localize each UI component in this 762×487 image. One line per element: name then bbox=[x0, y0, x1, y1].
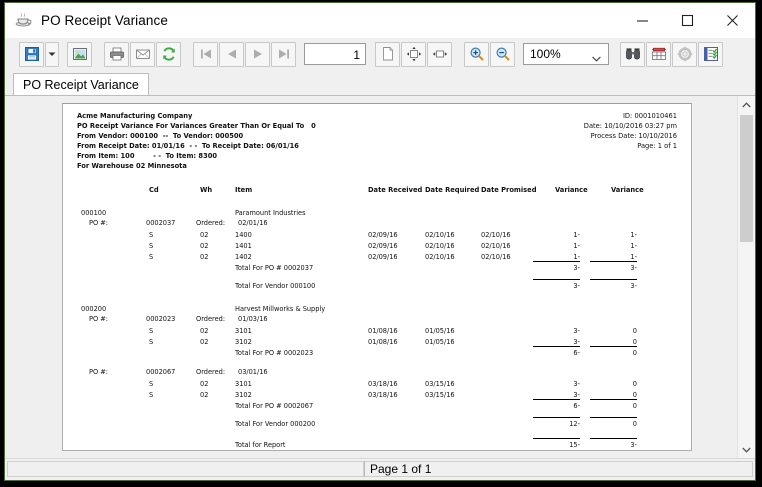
line-cd: S bbox=[149, 327, 154, 335]
line-cd: S bbox=[149, 391, 154, 399]
report-datetime: Date: 10/10/2016 03:27 pm bbox=[583, 122, 677, 130]
line-variance-2: 0 bbox=[632, 391, 637, 399]
window-controls bbox=[620, 3, 755, 37]
po-total-label: Total For PO # 0002023 bbox=[235, 349, 314, 357]
report-warehouse: For Warehouse 02 Minnesota bbox=[77, 162, 187, 170]
line-variance-2: 1- bbox=[630, 231, 637, 239]
line-date-required: 01/05/16 bbox=[425, 338, 455, 346]
close-button[interactable] bbox=[710, 3, 755, 37]
line-variance-1: 1- bbox=[573, 242, 580, 250]
email-button[interactable] bbox=[130, 42, 155, 67]
save-button[interactable] bbox=[19, 42, 44, 67]
line-wh: 02 bbox=[200, 380, 209, 388]
column-header-date-received: Date Received bbox=[368, 186, 423, 194]
po-total-label: Total For PO # 0002037 bbox=[235, 264, 314, 272]
vendor-total-label: Total For Vendor 000200 bbox=[235, 420, 316, 428]
column-header-item: Item bbox=[235, 186, 253, 194]
total-rule bbox=[533, 438, 580, 439]
ordered-label: Ordered: bbox=[196, 315, 226, 323]
line-date-required: 01/05/16 bbox=[425, 327, 455, 335]
line-date-received: 03/18/16 bbox=[368, 391, 398, 399]
column-header-cd: Cd bbox=[149, 186, 159, 194]
chevron-down-icon bbox=[592, 51, 601, 65]
line-variance-2: 1- bbox=[630, 253, 637, 261]
line-variance-1: 1- bbox=[573, 231, 580, 239]
total-rule bbox=[590, 261, 637, 262]
vendor-name: Paramount Industries bbox=[235, 209, 306, 217]
total-rule bbox=[590, 399, 637, 400]
po-number: 0002023 bbox=[146, 315, 176, 323]
maximize-button[interactable] bbox=[665, 3, 710, 37]
line-item: 3102 bbox=[235, 391, 252, 399]
report-id: ID: 0001010461 bbox=[622, 112, 677, 120]
ordered-date: 01/03/16 bbox=[238, 315, 268, 323]
line-date-required: 02/10/16 bbox=[425, 253, 455, 261]
report-total-label: Total for Report bbox=[235, 441, 286, 449]
line-date-received: 03/18/16 bbox=[368, 380, 398, 388]
po-number: 0002067 bbox=[146, 368, 176, 376]
line-date-required: 03/15/16 bbox=[425, 380, 455, 388]
line-cd: S bbox=[149, 338, 154, 346]
line-wh: 02 bbox=[200, 327, 209, 335]
vendor-total-variance-1: 12- bbox=[569, 420, 580, 428]
line-date-promised: 02/10/16 bbox=[481, 231, 511, 239]
report-viewer-canvas bbox=[5, 95, 755, 458]
previous-page-button[interactable] bbox=[219, 42, 244, 67]
print-button[interactable] bbox=[104, 42, 129, 67]
scroll-down-button[interactable] bbox=[738, 441, 755, 458]
report-vendor-range: From Vendor: 000100 -- To Vendor: 000500 bbox=[77, 132, 244, 140]
line-date-received: 02/09/16 bbox=[368, 231, 398, 239]
po-number: 0002037 bbox=[146, 219, 176, 227]
po-total-variance-1: 6- bbox=[573, 349, 580, 357]
line-item: 1402 bbox=[235, 253, 252, 261]
line-date-required: 02/10/16 bbox=[425, 231, 455, 239]
line-wh: 02 bbox=[200, 253, 209, 261]
line-variance-1: 1- bbox=[573, 253, 580, 261]
search-button[interactable] bbox=[620, 42, 645, 67]
status-page-indicator: Page 1 of 1 bbox=[364, 461, 753, 477]
line-date-received: 01/08/16 bbox=[368, 327, 398, 335]
line-variance-2: 0 bbox=[632, 327, 637, 335]
ordered-label: Ordered: bbox=[196, 219, 226, 227]
column-header-date-promised: Date Promised bbox=[481, 186, 537, 194]
scroll-up-button[interactable] bbox=[738, 96, 755, 113]
line-date-received: 01/08/16 bbox=[368, 338, 398, 346]
line-variance-2: 0 bbox=[632, 380, 637, 388]
report-process-date: Process Date: 10/10/2016 bbox=[590, 132, 677, 140]
report-item-range: From Item: 100 - - To Item: 8300 bbox=[77, 152, 218, 160]
ordered-date: 03/01/16 bbox=[238, 368, 268, 376]
save-dropdown-button[interactable] bbox=[45, 42, 59, 67]
vendor-name: Harvest Millworks & Supply bbox=[235, 305, 326, 313]
fit-page-button[interactable] bbox=[401, 42, 426, 67]
report-page-label: Page: 1 of 1 bbox=[637, 142, 677, 150]
last-page-button[interactable] bbox=[271, 42, 296, 67]
line-wh: 02 bbox=[200, 338, 209, 346]
ordered-date: 02/01/16 bbox=[238, 219, 268, 227]
line-variance-1: 3- bbox=[573, 380, 580, 388]
line-item: 3101 bbox=[235, 327, 252, 335]
report-content bbox=[63, 104, 691, 450]
total-rule bbox=[590, 279, 637, 280]
line-cd: S bbox=[149, 242, 154, 250]
po-label: PO #: bbox=[89, 368, 109, 376]
report-date-range: From Receipt Date: 01/01/16 - - To Receipt Date: 06/01/16 bbox=[77, 142, 299, 150]
status-left-panel bbox=[7, 461, 364, 477]
status-bar bbox=[5, 458, 755, 480]
zoom-in-button[interactable] bbox=[464, 42, 489, 67]
fit-width-button[interactable] bbox=[427, 42, 452, 67]
po-total-variance-1: 6- bbox=[573, 402, 580, 410]
po-total-variance-1: 3- bbox=[573, 264, 580, 272]
vendor-total-variance-2: 0 bbox=[632, 420, 637, 428]
window-title: PO Receipt Variance bbox=[41, 12, 168, 28]
po-total-variance-2: 3- bbox=[630, 264, 637, 272]
line-cd: S bbox=[149, 231, 154, 239]
zoom-level-value: 100% bbox=[530, 47, 561, 61]
zoom-out-button[interactable] bbox=[490, 42, 515, 67]
vendor-total-label: Total For Vendor 000100 bbox=[235, 282, 316, 290]
line-item: 1400 bbox=[235, 231, 252, 239]
table-width-button[interactable] bbox=[646, 42, 671, 67]
total-rule bbox=[533, 346, 580, 347]
tab-bar bbox=[5, 71, 755, 95]
line-cd: S bbox=[149, 253, 154, 261]
po-total-variance-2: 0 bbox=[632, 349, 637, 357]
report-subtitle: PO Receipt Variance For Variances Greater Than Or Equal To 0 bbox=[77, 122, 316, 130]
po-label: PO #: bbox=[89, 219, 109, 227]
line-date-promised: 02/10/16 bbox=[481, 253, 511, 261]
title-bar bbox=[5, 3, 755, 38]
line-cd: S bbox=[149, 380, 154, 388]
report-company-name: Acme Manufacturing Company bbox=[77, 112, 193, 120]
line-date-promised: 02/10/16 bbox=[481, 242, 511, 250]
line-date-required: 03/15/16 bbox=[425, 391, 455, 399]
column-header-date-required: Date Required bbox=[425, 186, 480, 194]
line-variance-1: 3- bbox=[573, 327, 580, 335]
line-item: 1401 bbox=[235, 242, 252, 250]
line-date-received: 02/09/16 bbox=[368, 242, 398, 250]
refresh-button[interactable] bbox=[156, 42, 181, 67]
vendor-number: 000100 bbox=[81, 209, 107, 217]
total-rule bbox=[533, 417, 580, 418]
line-date-required: 02/10/16 bbox=[425, 242, 455, 250]
line-variance-1: 3- bbox=[573, 391, 580, 399]
toolbar bbox=[5, 38, 755, 71]
po-label: PO #: bbox=[89, 315, 109, 323]
column-header-variance-1: Variance bbox=[555, 186, 588, 194]
total-rule bbox=[590, 346, 637, 347]
minimize-button[interactable] bbox=[620, 3, 665, 37]
settings-button[interactable] bbox=[672, 42, 697, 67]
line-date-received: 02/09/16 bbox=[368, 253, 398, 261]
whole-page-button[interactable] bbox=[375, 42, 400, 67]
column-header-variance-2: Variance bbox=[611, 186, 644, 194]
next-page-button[interactable] bbox=[245, 42, 270, 67]
line-variance-2: 0 bbox=[632, 338, 637, 346]
zoom-level-select[interactable] bbox=[523, 43, 609, 65]
total-rule bbox=[590, 417, 637, 418]
vendor-number: 000200 bbox=[81, 305, 107, 313]
report-total-variance-1: 15- bbox=[569, 441, 580, 449]
line-item: 3102 bbox=[235, 338, 252, 346]
vendor-total-variance-1: 3- bbox=[573, 282, 580, 290]
line-item: 3101 bbox=[235, 380, 252, 388]
line-wh: 02 bbox=[200, 391, 209, 399]
report-total-variance-2: 3- bbox=[630, 441, 637, 449]
total-rule bbox=[590, 438, 637, 439]
total-rule bbox=[533, 279, 580, 280]
po-total-variance-2: 0 bbox=[632, 402, 637, 410]
report-options-button[interactable] bbox=[698, 42, 723, 67]
cup-icon bbox=[15, 11, 33, 29]
line-wh: 02 bbox=[200, 242, 209, 250]
total-rule bbox=[533, 399, 580, 400]
report-viewer-window bbox=[4, 2, 756, 481]
first-page-button[interactable] bbox=[193, 42, 218, 67]
vertical-scrollbar[interactable] bbox=[737, 96, 755, 458]
export-image-button[interactable] bbox=[67, 42, 92, 67]
line-wh: 02 bbox=[200, 231, 209, 239]
scrollbar-thumb[interactable] bbox=[740, 115, 753, 242]
tab-po-receipt-variance[interactable] bbox=[13, 73, 149, 95]
tab-label: PO Receipt Variance bbox=[23, 77, 139, 92]
line-variance-1: 3- bbox=[573, 338, 580, 346]
column-header-wh: Wh bbox=[200, 186, 213, 194]
report-page bbox=[62, 103, 692, 451]
total-rule bbox=[533, 261, 580, 262]
line-variance-2: 1- bbox=[630, 242, 637, 250]
page-number-input[interactable]: 1 bbox=[304, 43, 366, 65]
ordered-label: Ordered: bbox=[196, 368, 226, 376]
vendor-total-variance-2: 3- bbox=[630, 282, 637, 290]
po-total-label: Total For PO # 0002067 bbox=[235, 402, 314, 410]
